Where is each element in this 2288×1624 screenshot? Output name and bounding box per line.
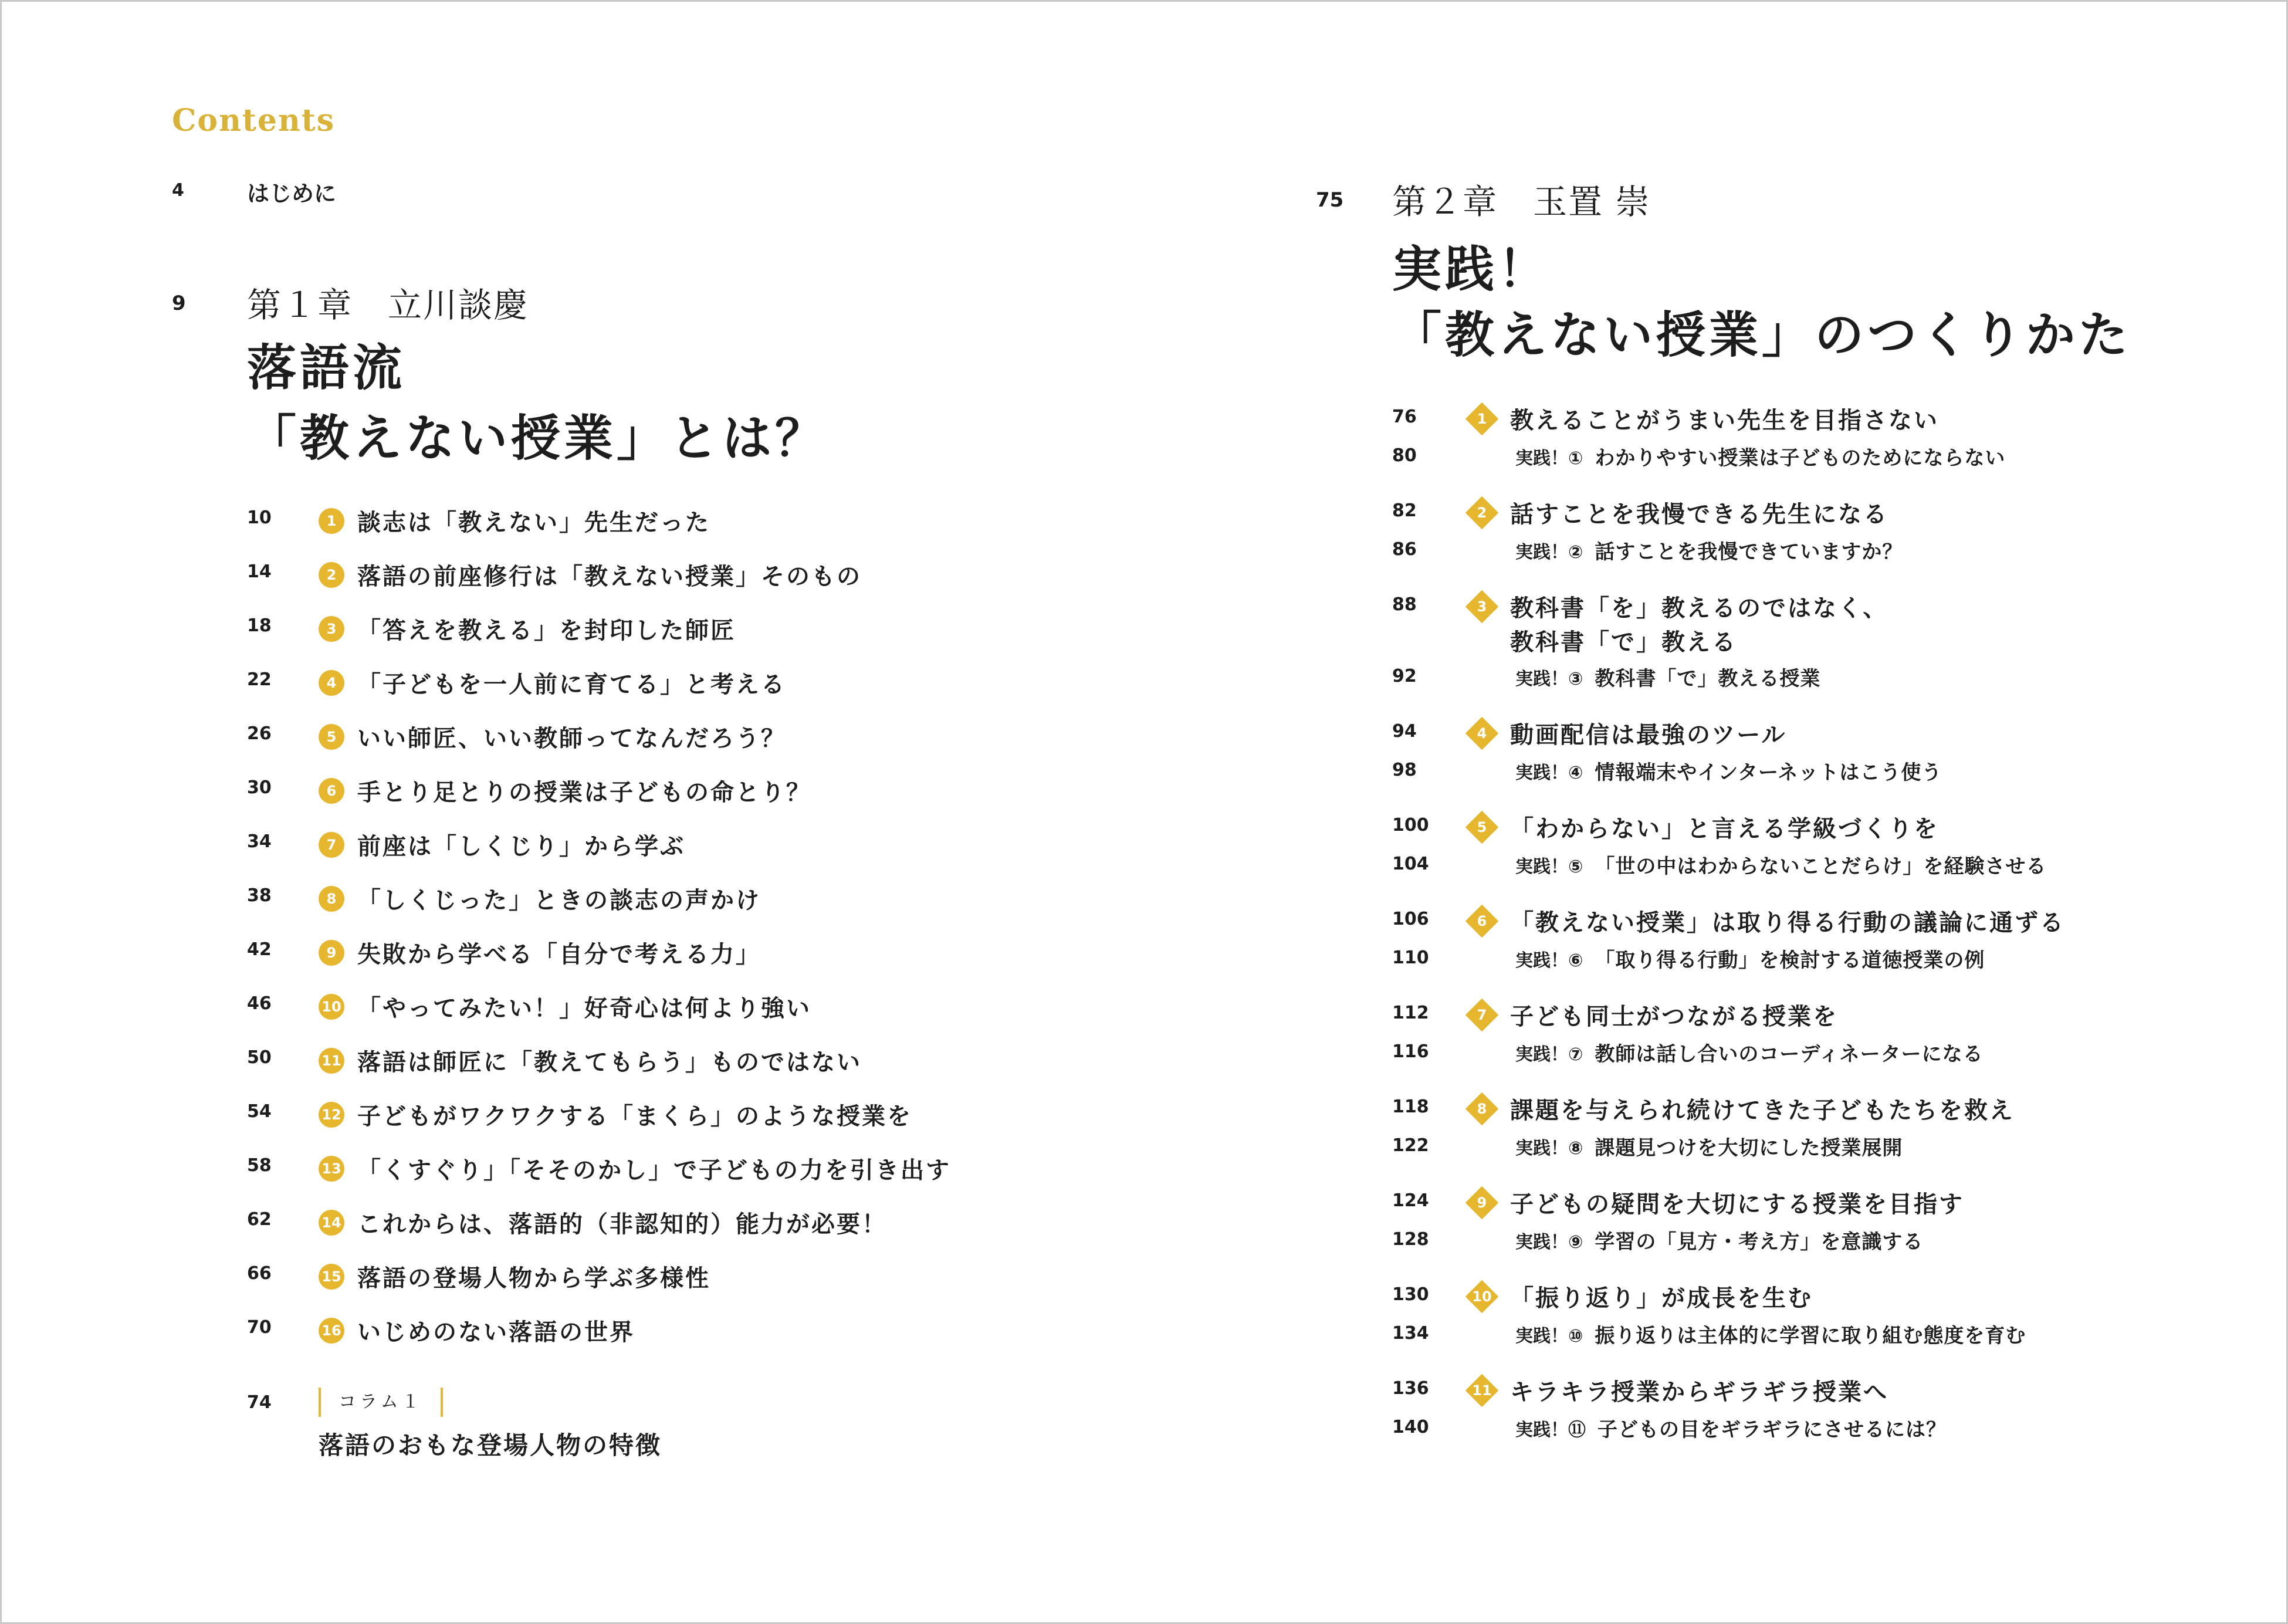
chapter2-page-number: 75: [1316, 188, 1344, 212]
entry-title: 「くすぐり」「そそのかし」で子どもの力を引き出す: [357, 1157, 951, 1184]
toc-entry[interactable]: [319, 720, 786, 753]
entry-page-number: 30: [247, 777, 272, 798]
sub-entry-page-number: 110: [1392, 948, 1429, 968]
toc-entry[interactable]: [319, 1206, 887, 1239]
entry-title: 「答えを教える」を封印した師匠: [357, 617, 736, 644]
contents-heading: Contents: [172, 103, 336, 138]
number-badge-text: 9: [1477, 1194, 1487, 1211]
number-badge: [1465, 1186, 1499, 1219]
entry-page-number: 22: [247, 669, 272, 690]
number-badge-text: 4: [1477, 725, 1487, 742]
entry-title: 子ども同士がつながる授業を: [1510, 1003, 1838, 1030]
entry-title: 「教えない授業」は取り得る行動の議論に通ずる: [1510, 909, 2065, 936]
intro-page-number: 4: [172, 180, 184, 201]
entry-title: 動画配信は最強のツール: [1510, 722, 1787, 749]
toc-entry[interactable]: [319, 504, 710, 537]
toc-entry[interactable]: [319, 1044, 862, 1077]
entry-title: 落語の登場人物から学ぶ多様性: [357, 1265, 710, 1292]
entry-title: 教科書「を」教えるのではなく、: [1510, 595, 1888, 622]
toc-entry[interactable]: [1465, 1280, 1813, 1313]
number-badge: 12: [319, 1102, 344, 1128]
entry-title: 子どもがワクワクする「まくら」のような授業を: [357, 1103, 912, 1130]
sub-entry-page-number: 80: [1392, 445, 1417, 466]
number-badge-text: 8: [1477, 1100, 1487, 1117]
entry-page-number: 26: [247, 723, 272, 744]
sub-entry-title: 「取り得る行動」を検討する道徳授業の例: [1595, 949, 1985, 972]
number-badge-text: 1: [1477, 410, 1487, 427]
entry-page-number: 100: [1392, 815, 1429, 835]
entry-title: 落語は師匠に「教えてもらう」ものではない: [357, 1049, 862, 1076]
entry-title: キラキラ授業からギラギラ授業へ: [1510, 1379, 1888, 1406]
toc-entry[interactable]: [319, 612, 736, 645]
sub-entry-title: 話すことを我慢できていますか？: [1595, 540, 1903, 564]
toc-entry[interactable]: [319, 666, 786, 699]
sub-entry-title: 子どもの目をギラギラにさせるには？: [1597, 1418, 1947, 1442]
number-badge: 9: [319, 940, 344, 966]
number-badge-text: 2: [1477, 504, 1487, 521]
number-badge: 15: [319, 1264, 344, 1290]
number-badge: 5: [319, 724, 344, 750]
number-badge: 4: [319, 670, 344, 696]
toc-entry[interactable]: [1465, 810, 1939, 844]
number-badge-text: 5: [1477, 818, 1487, 835]
entry-page-number: 38: [247, 885, 272, 906]
entry-title: 手とり足とりの授業は子どもの命とり？: [357, 779, 811, 806]
sub-entry-page-number: 116: [1392, 1041, 1429, 1062]
sub-entry-title: 教科書「で」教える授業: [1595, 667, 1821, 691]
entry-page-number: 88: [1392, 594, 1417, 615]
sub-entry-page-number: 140: [1392, 1417, 1429, 1437]
number-badge: 8: [319, 886, 344, 912]
chapter1-page-number: 9: [172, 292, 186, 315]
entry-title: 「わからない」と言える学級づくりを: [1510, 816, 1939, 843]
entry-page-number: 62: [247, 1209, 272, 1230]
sub-entry[interactable]: [1515, 442, 2005, 471]
entry-page-number: 66: [247, 1263, 272, 1284]
entry-title-line2: 教科書「で」教える: [1510, 629, 1737, 656]
practice-label: 実践！②: [1515, 542, 1583, 563]
sub-entry-page-number: 86: [1392, 539, 1417, 560]
entry-page-number: 130: [1392, 1284, 1429, 1305]
number-badge: [1465, 1373, 1499, 1407]
sub-entry[interactable]: [1515, 944, 1985, 973]
number-badge: 7: [319, 832, 344, 858]
toc-entry[interactable]: [1465, 496, 1888, 529]
entry-page-number: 70: [247, 1317, 272, 1338]
toc-entry[interactable]: [319, 1314, 635, 1347]
number-badge-text: 3: [1477, 598, 1487, 615]
toc-entry[interactable]: [1465, 590, 1888, 623]
entry-page-number: 58: [247, 1155, 272, 1176]
number-badge: 16: [319, 1318, 344, 1344]
practice-label: 実践！⑩: [1515, 1325, 1583, 1346]
entry-title: 「振り返り」が成長を生む: [1510, 1285, 1813, 1312]
entry-page-number: 118: [1392, 1097, 1429, 1117]
toc-entry[interactable]: [1465, 998, 1838, 1031]
chapter2-label[interactable]: 第２章 玉置 崇: [1392, 182, 1651, 222]
practice-label: 実践！⑪: [1515, 1419, 1586, 1440]
toc-entry[interactable]: [319, 1098, 912, 1131]
column-label: コラム１: [319, 1388, 443, 1417]
number-badge: [1465, 590, 1499, 623]
toc-entry[interactable]: [1465, 1373, 1888, 1407]
sub-entry-page-number: 128: [1392, 1229, 1429, 1250]
toc-entry[interactable]: [1465, 716, 1786, 750]
number-badge: [1465, 496, 1499, 529]
intro-title[interactable]: はじめに: [247, 181, 337, 207]
number-badge: 10: [319, 994, 344, 1020]
sub-entry-title: わかりやすい授業は子どものためにならない: [1595, 446, 2006, 470]
number-badge-text: 10: [1472, 1288, 1492, 1305]
entry-title: 話すことを我慢できる先生になる: [1510, 501, 1888, 528]
column-page-number: 74: [247, 1392, 272, 1413]
sub-entry[interactable]: [1515, 1132, 1903, 1161]
number-badge: [1465, 716, 1499, 750]
entry-page-number: 82: [1392, 500, 1417, 521]
chapter1-title-line1: 落語流: [247, 339, 406, 397]
entry-title: 談志は「教えない」先生だった: [357, 509, 710, 536]
number-badge-text: 6: [1477, 912, 1487, 929]
entry-page-number: 76: [1392, 407, 1417, 427]
entry-title: 教えることがうまい先生を目指さない: [1510, 407, 1939, 434]
chapter2-title-line1: 実践！: [1392, 241, 1551, 298]
number-badge: [1465, 810, 1499, 844]
entry-page-number: 54: [247, 1101, 272, 1122]
sub-entry[interactable]: [1515, 756, 1942, 785]
entry-page-number: 34: [247, 831, 272, 852]
toc-entry-continued[interactable]: [1510, 624, 1737, 657]
entry-title: 失敗から学べる「自分で考える力」: [357, 941, 761, 968]
sub-entry[interactable]: [1515, 536, 1903, 564]
entry-title: 課題を与えられ続けてきた子どもたちを救え: [1510, 1097, 2015, 1124]
sub-entry-title: 教師は話し合いのコーディネーターになる: [1595, 1043, 1984, 1066]
sub-entry[interactable]: [1515, 1413, 1947, 1442]
entry-page-number: 46: [247, 993, 272, 1014]
chapter2-title-line2: 「教えない授業」のつくりかた: [1392, 306, 2132, 364]
entry-title: 前座は「しくじり」から学ぶ: [357, 833, 685, 860]
sub-entry[interactable]: [1515, 1038, 1984, 1067]
sub-entry-title: 課題見つけを大切にした授業展開: [1595, 1136, 1903, 1160]
entry-title: 「子どもを一人前に育てる」と考える: [357, 671, 786, 698]
sub-entry-page-number: 134: [1392, 1323, 1429, 1344]
entry-page-number: 42: [247, 939, 272, 960]
toc-entry[interactable]: [319, 882, 761, 915]
sub-entry-page-number: 104: [1392, 854, 1429, 874]
toc-entry[interactable]: [319, 774, 811, 807]
practice-label: 実践！⑥: [1515, 950, 1583, 971]
chapter1-title-line2: 「教えない授業」とは？: [247, 410, 828, 467]
number-badge: 1: [319, 508, 344, 534]
number-badge: 2: [319, 562, 344, 588]
practice-label: 実践！⑨: [1515, 1231, 1583, 1253]
toc-entry[interactable]: [1465, 1092, 2015, 1125]
toc-entry[interactable]: [319, 1152, 951, 1185]
practice-label: 実践！④: [1515, 762, 1583, 783]
number-badge: 13: [319, 1156, 344, 1182]
number-badge: [1465, 1280, 1499, 1313]
sub-entry-title: 情報端末やインターネットはこう使う: [1595, 761, 1942, 784]
entry-page-number: 14: [247, 561, 272, 582]
sub-entry-title: 振り返りは主体的に学習に取り組む態度を育む: [1595, 1324, 2026, 1348]
toc-entry[interactable]: [1465, 1186, 1964, 1219]
sub-entry[interactable]: [1515, 662, 1820, 691]
number-badge: 14: [319, 1210, 344, 1236]
number-badge: 11: [319, 1048, 344, 1074]
column-title[interactable]: 落語のおもな登場人物の特徴: [319, 1431, 662, 1460]
toc-entry[interactable]: [319, 1260, 710, 1293]
toc-entry[interactable]: [319, 936, 761, 969]
entry-page-number: 112: [1392, 1003, 1429, 1023]
toc-entry[interactable]: [1465, 402, 1939, 435]
toc-entry[interactable]: [319, 828, 685, 861]
entry-title: 落語の前座修行は「教えない授業」そのもの: [357, 563, 862, 590]
toc-entry[interactable]: [319, 558, 862, 591]
entry-title: 「しくじった」ときの談志の声かけ: [357, 887, 761, 914]
entry-page-number: 50: [247, 1047, 272, 1068]
entry-title: いじめのない落語の世界: [357, 1319, 635, 1346]
sub-entry[interactable]: [1515, 850, 2046, 879]
practice-label: 実践！⑤: [1515, 856, 1583, 877]
entry-title: いい師匠、いい教師ってなんだろう？: [357, 725, 786, 752]
practice-label: 実践！①: [1515, 448, 1583, 469]
number-badge: [1465, 904, 1499, 938]
sub-entry-title: 「世の中はわからないことだらけ」を経験させる: [1595, 855, 2047, 878]
number-badge: [1465, 998, 1499, 1031]
sub-entry[interactable]: [1515, 1226, 1923, 1254]
number-badge: [1465, 402, 1499, 435]
number-badge: 6: [319, 778, 344, 804]
sub-entry-title: 学習の「見方・考え方」を意識する: [1595, 1230, 1924, 1254]
sub-entry-page-number: 98: [1392, 760, 1417, 780]
entry-title: 子どもの疑問を大切にする授業を目指す: [1510, 1191, 1964, 1218]
entry-page-number: 106: [1392, 909, 1429, 929]
entry-page-number: 18: [247, 615, 272, 636]
practice-label: 実践！⑧: [1515, 1138, 1583, 1159]
sub-entry-page-number: 122: [1392, 1135, 1429, 1156]
chapter1-label[interactable]: 第１章 立川談慶: [247, 285, 529, 325]
entry-page-number: 10: [247, 508, 272, 528]
entry-title: これからは、落語的（非認知的）能力が必要！: [357, 1211, 887, 1238]
sub-entry[interactable]: [1515, 1320, 2026, 1348]
number-badge: [1465, 1092, 1499, 1125]
entry-page-number: 136: [1392, 1378, 1429, 1399]
entry-title: 「やってみたい！」好奇心は何より強い: [357, 995, 811, 1022]
practice-label: 実践！③: [1515, 668, 1583, 689]
sub-entry-page-number: 92: [1392, 666, 1417, 686]
entry-page-number: 124: [1392, 1190, 1429, 1211]
number-badge-text: 7: [1477, 1006, 1487, 1023]
toc-entry[interactable]: [1465, 904, 2065, 938]
toc-entry[interactable]: [319, 990, 811, 1023]
practice-label: 実践！⑦: [1515, 1044, 1583, 1065]
number-badge-text: 11: [1472, 1382, 1492, 1399]
entry-page-number: 94: [1392, 721, 1417, 742]
number-badge: 3: [319, 616, 344, 642]
